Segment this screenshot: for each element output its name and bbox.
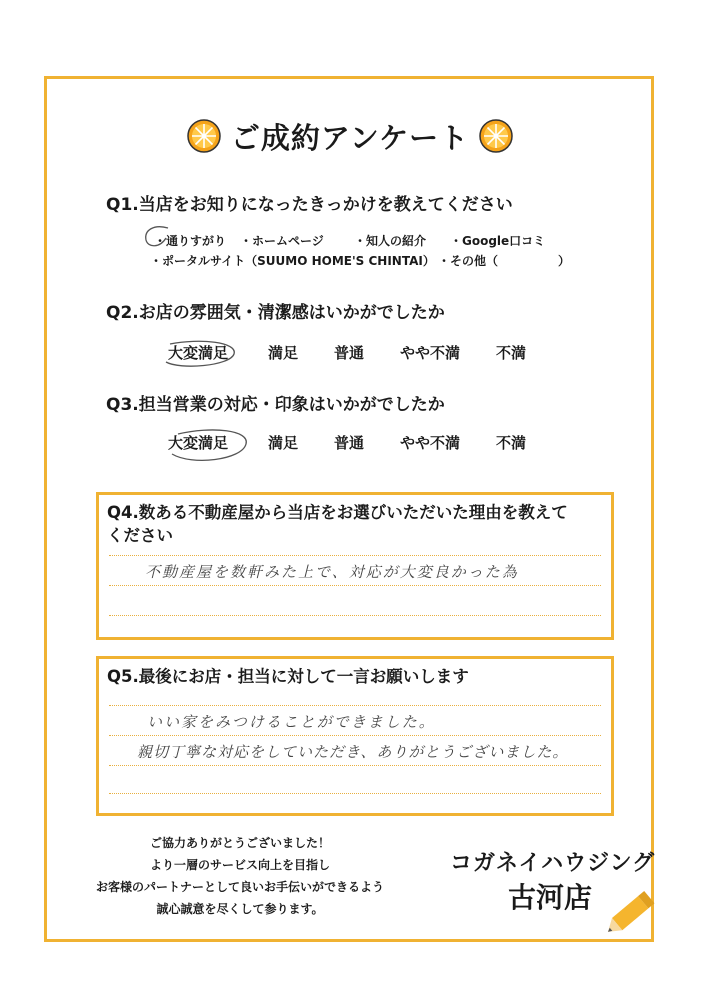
answer-line	[109, 615, 601, 616]
q3-option-very-satisfied[interactable]: 大変満足	[168, 434, 229, 452]
answer-line	[109, 585, 601, 586]
page-title: ご成約アンケート	[230, 120, 470, 155]
answer-line	[109, 555, 601, 556]
q4-label-cont: ください	[107, 526, 173, 545]
q5-box	[96, 656, 614, 816]
thank-you-message	[90, 832, 390, 920]
q4-answer[interactable]: 不動産屋を数軒みた上で、対応が大変良かった為	[145, 563, 519, 581]
q2-option-neutral[interactable]: 普通	[334, 344, 365, 362]
q1-option[interactable]: ・知人の紹介	[354, 234, 427, 248]
hand-circle-mark	[140, 224, 180, 254]
answer-line	[109, 793, 601, 794]
orange-slice-icon	[479, 119, 513, 153]
q3-option-neutral[interactable]: 普通	[334, 434, 365, 452]
q3-label: Q3.担当営業の対応・印象はいかがでしたか	[106, 395, 445, 415]
q3-option-dissatisfied[interactable]: 不満	[496, 434, 527, 452]
footer-line: より一層のサービス向上を目指し	[149, 858, 330, 872]
q3-option-satisfied[interactable]: 満足	[268, 434, 299, 452]
q1-option[interactable]: ・通りすがり	[154, 234, 227, 248]
q5-label: Q5.最後にお店・担当に対して一言お願いします	[107, 667, 469, 686]
survey-title-block	[180, 116, 520, 156]
q1-option[interactable]: ・その他（ ）	[438, 254, 571, 268]
hand-circle-mark	[160, 336, 240, 372]
footer-line: 誠心誠意を尽くして参ります。	[156, 902, 324, 916]
q4-label: Q4.数ある不動産屋から当店をお選びいただいた理由を教えて	[107, 503, 568, 522]
q2-label: Q2.お店の雰囲気・清潔感はいかがでしたか	[106, 303, 445, 323]
q2-option-very-satisfied[interactable]: 大変満足	[168, 344, 229, 362]
footer-line: お客様のパートナーとして良いお手伝いができるよう	[95, 880, 384, 894]
q1-option[interactable]: ・ホームページ	[240, 234, 324, 248]
q1-option[interactable]: ・ポータルサイト（SUUMO HOME'S CHINTAI）	[150, 254, 435, 268]
q1-option[interactable]: ・Google口コミ	[450, 234, 546, 248]
answer-line	[109, 735, 601, 736]
hand-circle-mark	[162, 424, 252, 468]
footer-line: ご協力ありがとうございました！	[149, 836, 330, 850]
pencil-icon	[604, 880, 664, 940]
q2-option-satisfied[interactable]: 満足	[268, 344, 299, 362]
q5-answer-line-2[interactable]: 親切丁寧な対応をしていただき、ありがとうございました。	[137, 743, 569, 761]
q2-option-dissatisfied[interactable]: 不満	[496, 344, 527, 362]
q2-option-somewhat-dissatisfied[interactable]: やや不満	[400, 344, 461, 362]
q5-answer-line-1[interactable]: いい家をみつけることができました。	[147, 713, 436, 731]
brand-name: コガネイハウジング	[450, 851, 656, 876]
q4-box	[96, 492, 614, 640]
answer-line	[109, 765, 601, 766]
answer-line	[109, 705, 601, 706]
branch-name: 古河店	[508, 881, 593, 914]
q3-option-somewhat-dissatisfied[interactable]: やや不満	[400, 434, 461, 452]
q1-label: Q1.当店をお知りになったきっかけを教えてください	[106, 195, 513, 215]
orange-slice-icon	[187, 119, 221, 153]
